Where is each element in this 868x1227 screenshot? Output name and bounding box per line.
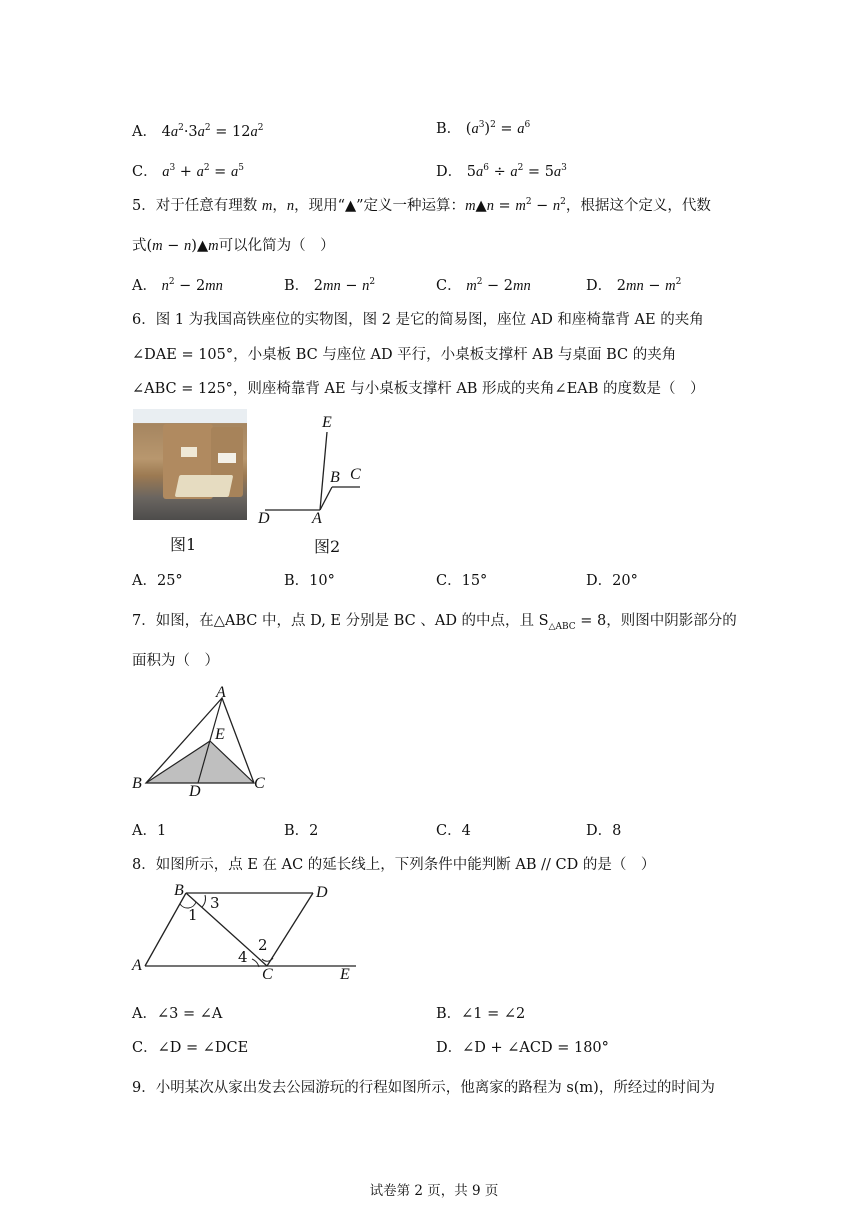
q6-point-a: A — [312, 510, 322, 527]
q6-option-d: D．20° — [586, 573, 638, 589]
q6-stem-line1: 6．图 1 为我国高铁座位的实物图，图 2 是它的简易图，座位 AD 和座椅靠背 AE 的夹角 — [132, 312, 704, 328]
q6-point-d: D — [258, 510, 270, 527]
q8-option-c: C．∠D = ∠DCE — [132, 1040, 249, 1056]
q7-point-c: C — [254, 775, 265, 792]
q8-point-e: E — [340, 966, 350, 983]
q7-point-a: A — [216, 684, 226, 701]
q6-point-b: B — [330, 469, 340, 486]
q5-option-b: B． $2mn - n^2$ — [284, 277, 376, 294]
q8-stem: 8．如图所示，点 E 在 AC 的延长线上，下列条件中能判断 AB // CD 的是（ ） — [132, 857, 656, 873]
train-seat-photo — [133, 409, 247, 520]
q4-option-b: B． $(a^3)^2 = a^6$ — [436, 120, 531, 137]
q7-point-d: D — [189, 783, 201, 800]
q7-stem-line2: 面积为（ ） — [132, 653, 219, 669]
q7-option-c: C．4 — [436, 823, 471, 839]
q7-option-d: D．8 — [586, 823, 622, 839]
q5-option-c: C． $m^2 - 2mn$ — [436, 277, 531, 294]
q8-angle-4: 4 — [238, 948, 248, 966]
q4-option-c: C． $a^3 + a^2 = a^5$ — [132, 163, 244, 180]
q5-stem-line2: 式(m − n)▲m可以化简为（ ） — [132, 238, 335, 254]
q8-angle-1: 1 — [188, 906, 198, 924]
fig2-caption: 图2 — [314, 537, 341, 556]
q8-point-c: C — [262, 966, 273, 983]
q8-angle-2: 2 — [258, 936, 268, 954]
q8-option-a: A．∠3 = ∠A — [132, 1006, 223, 1022]
q5-option-d: D． $2mn - m^2$ — [586, 277, 682, 294]
q8-point-a: A — [132, 957, 142, 974]
q6-option-a: A．25° — [132, 573, 183, 589]
q9-stem: 9．小明某次从家出发去公园游玩的行程如图所示，他离家的路程为 s(m)，所经过的时间为 — [132, 1080, 715, 1096]
q4-option-a: A． $4a^2\cdot 3a^2 = 12a^2$ — [132, 123, 264, 140]
q8-option-b: B．∠1 = ∠2 — [436, 1006, 526, 1022]
q6-point-c: C — [350, 466, 361, 483]
q5-stem-line1: 5．对于任意有理数 m，n，现用“▲”定义一种运算：m▲n = $m^2 - n^2$，根据这个定义，代数 — [132, 197, 711, 214]
q7-point-e: E — [215, 726, 225, 743]
q8-parallelogram-figure — [130, 880, 370, 985]
fig1-caption: 图1 — [170, 535, 197, 554]
q7-option-b: B．2 — [284, 823, 319, 839]
q6-stem-line3: ∠ABC = 125°，则座椅靠背 AE 与小桌板支撑杆 AB 形成的夹角∠EAB 的度数是（ ） — [132, 381, 705, 397]
q8-point-b: B — [174, 882, 184, 899]
q7-stem-line1: 7．如图，在△ABC 中，点 D, E 分别是 BC 、AD 的中点，且 $S_{\triangle ABC} = 8$，则图中阴影部分的 — [132, 613, 737, 632]
q8-point-d: D — [316, 884, 328, 901]
q6-point-e: E — [322, 414, 332, 431]
q6-option-c: C．15° — [436, 573, 488, 589]
q5-option-a: A． $n^2 - 2mn$ — [132, 277, 223, 294]
q7-option-a: A．1 — [132, 823, 167, 839]
q6-stem-line2: ∠DAE = 105°，小桌板 BC 与座位 AD 平行，小桌板支撑杆 AB 与桌面 BC 的夹角 — [132, 347, 677, 363]
q8-angle-3: 3 — [210, 894, 220, 912]
q6-option-b: B．10° — [284, 573, 335, 589]
q4-option-d: D． $5a^6 \div a^2 = 5a^3$ — [436, 163, 567, 180]
q8-option-d: D．∠D + ∠ACD = 180° — [436, 1040, 609, 1056]
q7-point-b: B — [132, 775, 142, 792]
page-footer: 试卷第 2 页，共 9 页 — [369, 1183, 499, 1199]
